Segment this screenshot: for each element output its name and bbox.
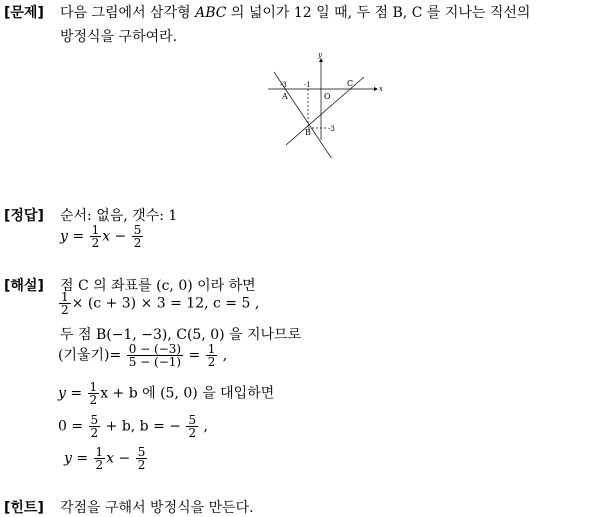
solution-l5-frac: [88, 381, 100, 406]
problem-line-2: 방정식을 구하여라.: [60, 29, 178, 45]
solution-line-5: [58, 381, 274, 406]
solution-l5-pre: y =: [58, 385, 87, 402]
problem-text-pre: 다음 그림에서 삼각형: [60, 5, 196, 21]
solution-l7-pre: y =: [64, 450, 93, 467]
solution-l4-f2-den: 2: [207, 355, 216, 369]
answer-frac-1-num: 1: [91, 223, 100, 237]
solution-l4-eq: =: [184, 347, 205, 364]
solution-l2-num: 1: [61, 290, 69, 304]
label-b: B: [305, 128, 311, 137]
solution-l6-f1-num: 5: [90, 413, 99, 427]
x-axis-arrow: [374, 87, 378, 91]
solution-l6-f1-den: 2: [90, 426, 99, 440]
solution-l6-frac-1: [89, 414, 101, 439]
answer-eq: =: [67, 228, 89, 245]
solution-l2-rest: × (c + 3) × 3 = 12, c = 5 ,: [71, 295, 260, 312]
label-o: O: [324, 92, 331, 101]
label-y: y: [318, 51, 322, 59]
solution-l4-f1-num: 0 − (−3): [128, 342, 182, 356]
label-minus1: -1: [304, 81, 311, 89]
solution-l5-rest: x + b 에 (5, 0) 을 대입하면: [100, 385, 275, 402]
solution-l2-frac: [59, 291, 71, 316]
solution-l7-frac-1: [94, 446, 106, 471]
solution-line-3: 두 점 B(−1, −3), C(5, 0) 을 지나므로: [60, 327, 302, 343]
hint-text: 각점을 구해서 방정식을 만든다.: [60, 500, 254, 516]
answer-frac-2-num: 5: [133, 223, 142, 237]
solution-l6-pre: 0 =: [58, 418, 88, 435]
solution-l6-mid: + b, b = −: [101, 418, 186, 435]
solution-l4-end: ,: [218, 347, 228, 364]
solution-l7-frac-2: [136, 446, 148, 471]
answer-frac-1: [90, 224, 102, 249]
triangle-abc: ABC: [195, 5, 227, 21]
solution-l5-num: 1: [89, 380, 98, 394]
answer-x-minus: x −: [102, 228, 131, 245]
solution-l7-f2-den: 2: [137, 458, 146, 472]
solution-l7-f2-num: 5: [137, 445, 146, 459]
solution-l4-pre: (기울기)=: [58, 347, 126, 364]
answer-line-1: 순서: 없음, 갯수: 1: [60, 208, 178, 224]
coordinate-figure: [262, 48, 392, 158]
solution-l6-frac-2: [186, 414, 198, 439]
answer-frac-2: [132, 224, 144, 249]
answer-frac-2-den: 2: [133, 236, 142, 250]
label-c: C: [347, 79, 354, 88]
solution-line-1: 점 C 의 좌표를 (c, 0) 이라 하면: [60, 278, 256, 294]
solution-l7-mid: x −: [106, 450, 135, 467]
solution-l4-f2-num: 1: [207, 342, 216, 356]
solution-l5-den: 2: [89, 393, 98, 407]
solution-l6-end: ,: [199, 418, 209, 435]
solution-l7-f1-num: 1: [95, 445, 104, 459]
solution-l4-frac-2: [206, 343, 218, 368]
problem-tag: [문제]: [4, 5, 44, 21]
solution-l4-frac-1: [127, 343, 183, 368]
hint-tag: [힌트]: [4, 500, 44, 516]
solution-l6-f2-den: 2: [188, 426, 197, 440]
answer-frac-1-den: 2: [91, 236, 100, 250]
answer-tag: [정답]: [4, 208, 44, 224]
solution-l7-f1-den: 2: [95, 458, 104, 472]
problem-line-1: [60, 2, 530, 22]
label-x: x: [379, 85, 383, 93]
problem-text-post: 의 넓이가 12 일 때, 두 점 B, C 를 지나는 직선의: [226, 5, 531, 21]
label-minus3-y: -3: [328, 125, 335, 133]
solution-line-4: [58, 343, 227, 368]
solution-line-7: [64, 446, 148, 471]
solution-line-2: [58, 291, 259, 316]
solution-tag: [해설]: [4, 278, 44, 294]
solution-line-6: [58, 414, 208, 439]
solution-l2-den: 2: [61, 303, 69, 317]
solution-l4-f1-den: 5 − (−1): [128, 355, 182, 369]
label-minus3-x: -3: [280, 81, 287, 89]
answer-y: y: [60, 228, 68, 245]
solution-l6-f2-num: 5: [188, 413, 197, 427]
answer-equation: [60, 224, 144, 249]
label-a: A: [282, 92, 288, 101]
